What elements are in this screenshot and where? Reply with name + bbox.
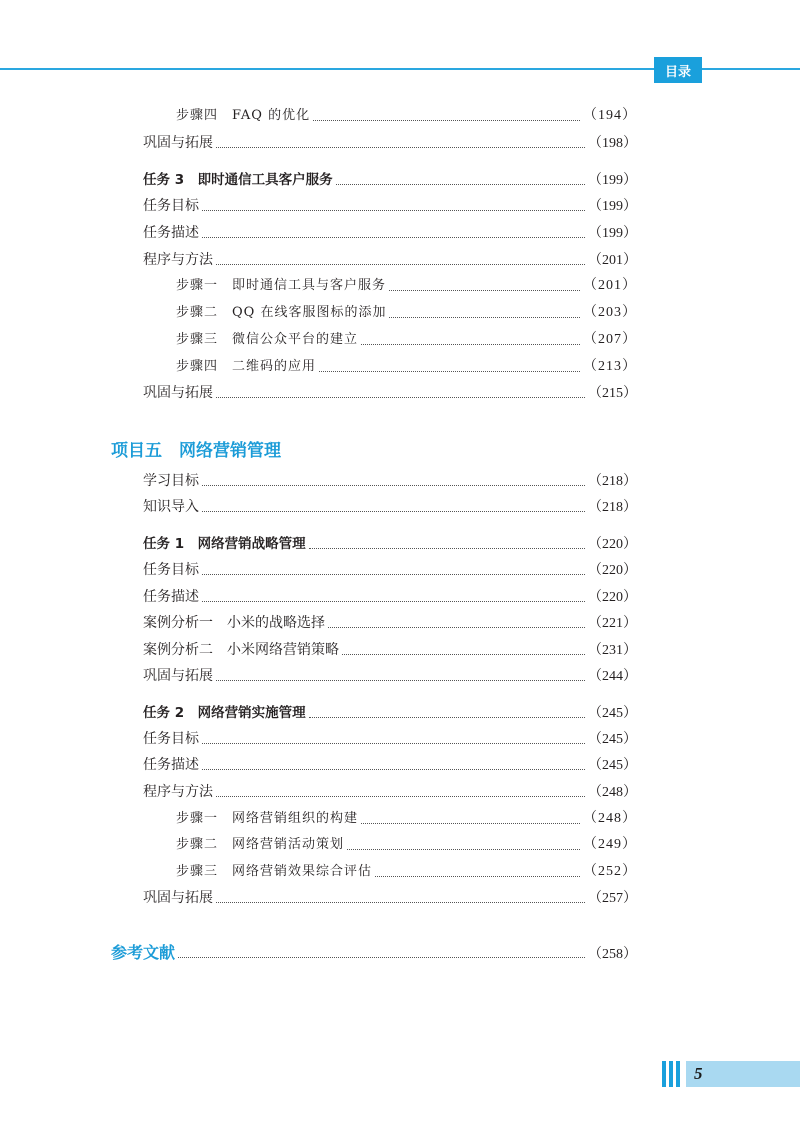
toc-entry[interactable] (176, 859, 637, 885)
toc-entry-title: 步骤四 二维码的应用 (176, 359, 317, 374)
toc-entry-title: 步骤一 网络营销组织的构建 (176, 811, 359, 826)
toc-entry-title: 任务 3 即时通信工具客户服务 (143, 172, 333, 188)
toc-entry[interactable] (143, 494, 637, 520)
dot-leader (389, 273, 580, 299)
dot-leader (202, 752, 585, 778)
toc-entry-page: （248） (583, 811, 637, 826)
toc-entry-page: （220） (588, 563, 637, 578)
toc-entry[interactable] (143, 584, 637, 610)
dot-leader (202, 584, 585, 610)
toc-entry-page: （215） (588, 386, 637, 401)
toc-entry-title: 巩固与拓展 (143, 385, 213, 401)
header-tab: 目录 (654, 57, 702, 83)
toc-entry[interactable] (143, 130, 637, 156)
toc-entry[interactable] (143, 610, 637, 636)
dot-leader (216, 779, 585, 805)
toc-entry-title: 巩固与拓展 (143, 668, 213, 684)
toc-entry-title: 案例分析一 小米的战略选择 (143, 615, 325, 631)
toc-entry[interactable] (143, 752, 637, 778)
toc-entry-title: 巩固与拓展 (143, 135, 213, 151)
toc-entry-page: （249） (583, 837, 637, 852)
dot-leader (202, 468, 585, 494)
dot-leader (202, 220, 585, 246)
dot-leader (216, 663, 585, 689)
dot-leader (375, 859, 580, 885)
dot-leader (202, 726, 585, 752)
toc-entry[interactable] (176, 832, 637, 858)
toc-entry-title: 程序与方法 (143, 252, 213, 268)
toc-entry[interactable] (176, 103, 637, 129)
toc-entry-page: （258） (588, 947, 637, 962)
toc-entry-page: （207） (583, 332, 637, 347)
toc-entry-page: （220） (588, 590, 637, 605)
dot-leader (202, 193, 585, 219)
dot-leader (309, 531, 585, 557)
toc-task-entry[interactable] (143, 531, 637, 557)
toc-entry[interactable] (143, 557, 637, 583)
dot-leader (216, 380, 585, 406)
toc-entry-title: 步骤三 网络营销效果综合评估 (176, 864, 373, 879)
toc-entry-title: 任务描述 (143, 757, 199, 773)
toc-entry[interactable] (143, 726, 637, 752)
toc-entry-page: （245） (588, 706, 637, 721)
toc-entry-page: （201） (583, 278, 637, 293)
section-title[interactable]: 项目五 网络营销管理 (111, 441, 281, 461)
toc-entry-page: （199） (588, 226, 637, 241)
toc-entry[interactable] (143, 468, 637, 494)
toc-entry-title: 任务目标 (143, 198, 199, 214)
dot-leader (319, 354, 580, 380)
toc-entry-page: （231） (588, 643, 637, 658)
toc-entry[interactable] (143, 193, 637, 219)
dot-leader (361, 806, 580, 832)
toc-entry[interactable] (176, 354, 637, 380)
dot-leader (336, 167, 585, 193)
toc-entry-title: 巩固与拓展 (143, 890, 213, 906)
toc-entry-page: （203） (583, 305, 637, 320)
dot-leader (347, 832, 580, 858)
footer-bar (686, 1061, 800, 1087)
toc-entry-title: 知识导入 (143, 499, 199, 515)
toc-entry-title: 案例分析二 小米网络营销策略 (143, 642, 339, 658)
dot-leader (216, 885, 585, 911)
toc-entry-page: （218） (588, 474, 637, 489)
toc-entry[interactable] (143, 637, 637, 663)
page-number: 5 (694, 1064, 703, 1083)
toc-entry-page: （257） (588, 891, 637, 906)
toc-task-entry[interactable] (143, 700, 637, 726)
toc-references-entry[interactable] (111, 940, 637, 966)
toc-entry-title: 任务 1 网络营销战略管理 (143, 536, 306, 552)
dot-leader (361, 327, 580, 353)
toc-entry-page: （198） (588, 136, 637, 151)
toc-entry-page: （220） (588, 537, 637, 552)
toc-entry-page: （213） (583, 359, 637, 374)
toc-entry-title: 学习目标 (143, 473, 199, 489)
toc-entry-title: 步骤四 FAQ 的优化 (176, 108, 311, 123)
toc-entry[interactable] (143, 779, 637, 805)
dot-leader (342, 637, 585, 663)
toc-entry-title: 任务 2 网络营销实施管理 (143, 705, 306, 721)
toc-entry-title: 参考文献 (111, 943, 176, 962)
toc-entry-page: （199） (588, 199, 637, 214)
toc-entry[interactable] (143, 220, 637, 246)
toc-entry[interactable] (176, 806, 637, 832)
dot-leader (216, 247, 585, 273)
toc-entry-page: （199） (588, 173, 637, 188)
toc-entry[interactable] (176, 327, 637, 353)
toc-entry-title: 任务描述 (143, 589, 199, 605)
toc-entry-title: 任务目标 (143, 562, 199, 578)
toc-entry-page: （245） (588, 732, 637, 747)
toc-entry-title: 步骤二 QQ 在线客服图标的添加 (176, 305, 387, 320)
toc-task-entry[interactable] (143, 167, 637, 193)
toc-entry-title: 步骤三 微信公众平台的建立 (176, 332, 359, 347)
toc-entry-page: （245） (588, 758, 637, 773)
footer-stripe (676, 1061, 680, 1087)
toc-entry-page: （218） (588, 500, 637, 515)
dot-leader (328, 610, 585, 636)
dot-leader (202, 557, 585, 583)
toc-entry-page: （252） (583, 864, 637, 879)
toc-entry-page: （244） (588, 669, 637, 684)
toc-entry-title: 任务描述 (143, 225, 199, 241)
dot-leader (202, 494, 585, 520)
toc-entry-page: （248） (588, 785, 637, 800)
dot-leader (178, 940, 585, 966)
toc-entry-page: （221） (588, 616, 637, 631)
footer-stripe (662, 1061, 666, 1087)
toc-entry-title: 任务目标 (143, 731, 199, 747)
toc-entry[interactable] (143, 247, 637, 273)
toc-entry-title: 步骤二 网络营销活动策划 (176, 837, 345, 852)
toc-entry[interactable] (143, 885, 637, 911)
toc-entry[interactable] (143, 380, 637, 406)
toc-entry-title: 程序与方法 (143, 784, 213, 800)
toc-entry-page: （201） (588, 253, 637, 268)
footer-stripe (669, 1061, 673, 1087)
toc-entry[interactable] (176, 273, 637, 299)
toc-entry-page: （194） (583, 108, 637, 123)
dot-leader (389, 300, 580, 326)
toc-entry[interactable] (176, 300, 637, 326)
toc-entry-title: 步骤一 即时通信工具与客户服务 (176, 278, 387, 293)
dot-leader (216, 130, 585, 156)
dot-leader (313, 103, 580, 129)
dot-leader (309, 700, 585, 726)
toc-entry[interactable] (143, 663, 637, 689)
